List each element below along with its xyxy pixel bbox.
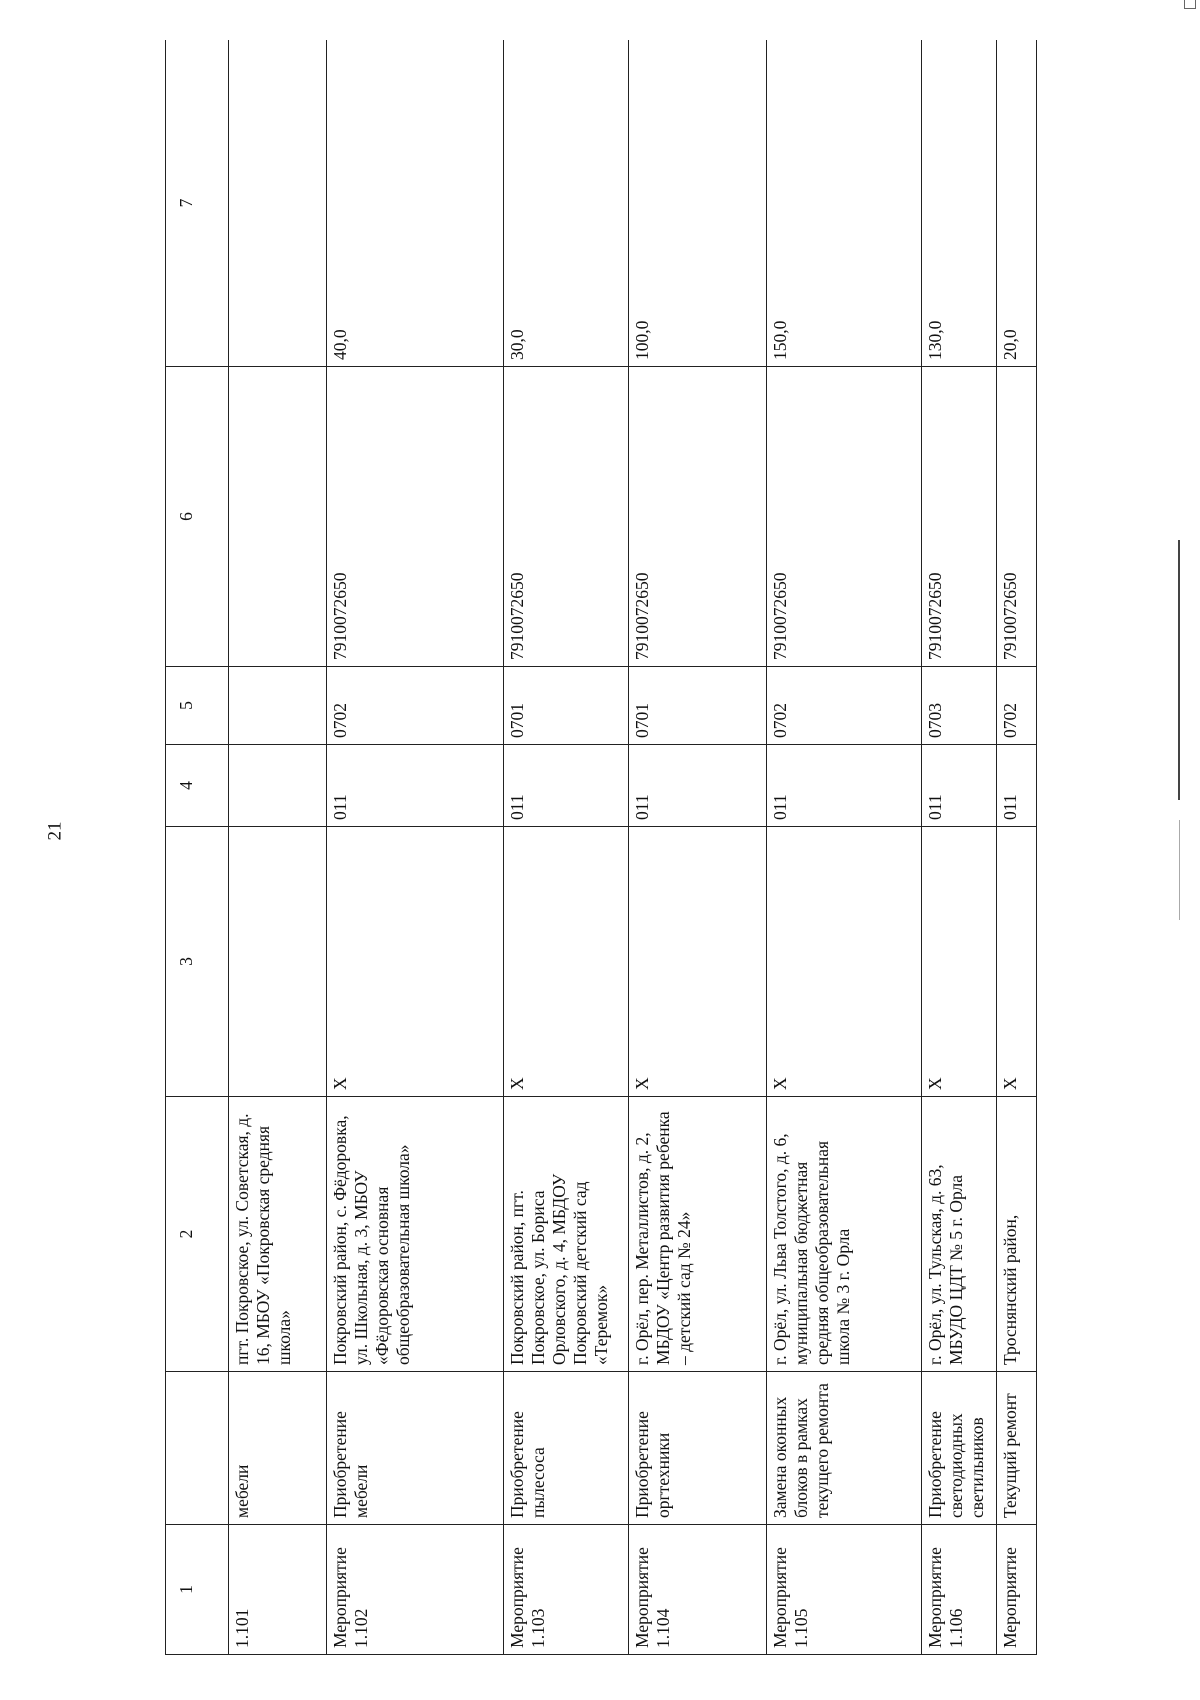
activity-address: Троснянский район, [997,1097,1037,1372]
activity-mark: X [504,827,629,1097]
activity-id: Мероприятие 1.105 [767,1525,922,1655]
activity-id: Мероприятие [997,1525,1037,1655]
table-row [997,40,1037,1655]
activity-name: Приобретение светодиодных светильников [922,1372,997,1525]
activity-code-5: 0701 [504,667,629,745]
budget-activities-table [165,40,1037,1655]
activity-name: Текущий ремонт [997,1372,1037,1525]
activity-code-4: 011 [767,745,922,827]
activity-code-6: 7910072650 [327,367,504,667]
activity-address: Покровский район, пгт. Покровское, ул. Бориса Орловского, д. 4, МБДОУ Покровский детский сад «Теремок» [504,1097,629,1372]
scan-edge-line [1178,540,1180,800]
activity-address: г. Орёл, ул. Тульская, д. 63, МБУДО ЦДТ № 5 г. Орла [922,1097,997,1372]
header-col-1: 1 [166,1525,229,1655]
table-header-row [166,40,229,1655]
header-col-5: 5 [166,667,229,745]
activity-name: мебели [229,1372,327,1525]
scan-corner-mark [1184,0,1196,9]
activity-mark: X [629,827,767,1097]
activity-id: Мероприятие 1.103 [504,1525,629,1655]
table-row [922,40,997,1655]
activity-code-6: 7910072650 [504,367,629,667]
table-row [767,40,922,1655]
activity-code-4: 011 [504,745,629,827]
activity-amount: 20,0 [997,40,1037,367]
scan-edge-line-faint [1179,820,1180,920]
activity-amount: 100,0 [629,40,767,367]
activity-code-4: 011 [922,745,997,827]
header-col-2: 2 [166,1097,229,1372]
activity-id: 1.101 [229,1525,327,1655]
header-col-3: 3 [166,827,229,1097]
activity-code-4: 011 [327,745,504,827]
page-number: 21 [44,821,66,841]
activity-code-6 [229,367,327,667]
activity-code-5: 0702 [327,667,504,745]
activity-address: пгт. Покровское, ул. Советская, д. 16, МБОУ «Покровская средняя школа» [229,1097,327,1372]
header-col-4: 4 [166,745,229,827]
activity-code-6: 7910072650 [922,367,997,667]
activity-code-4: 011 [629,745,767,827]
activity-amount: 30,0 [504,40,629,367]
activity-mark [229,827,327,1097]
activity-code-5 [229,667,327,745]
activity-address: г. Орёл, пер. Металлистов, д. 2, МБДОУ «Центр развития ребенка – детский сад № 24» [629,1097,767,1372]
activity-mark: X [327,827,504,1097]
activity-code-6: 7910072650 [997,367,1037,667]
activity-code-5: 0702 [997,667,1037,745]
activity-id: Мероприятие 1.104 [629,1525,767,1655]
activity-id: Мероприятие 1.102 [327,1525,504,1655]
activity-code-5: 0702 [767,667,922,745]
activity-address: Покровский район, с. Фёдоровка, ул. Школьная, д. 3, МБОУ «Фёдоровская основная общеобразовательная школа» [327,1097,504,1372]
activity-amount: 130,0 [922,40,997,367]
activity-address: г. Орёл, ул. Льва Толстого, д. 6, муниципальная бюджетная средняя общеобразовательная школа № 3 г. Орла [767,1097,922,1372]
budget-table-container [165,40,1075,1655]
activity-name: Приобретение оргтехники [629,1372,767,1525]
activity-amount: 150,0 [767,40,922,367]
header-col-6: 6 [166,367,229,667]
table-row [504,40,629,1655]
activity-mark: X [767,827,922,1097]
header-col-7: 7 [166,40,229,367]
header-col-name [166,1372,229,1525]
activity-code-5: 0703 [922,667,997,745]
activity-mark: X [997,827,1037,1097]
activity-amount: 40,0 [327,40,504,367]
table-row [327,40,504,1655]
activity-code-4: 011 [997,745,1037,827]
activity-id: Мероприятие 1.106 [922,1525,997,1655]
table-row [629,40,767,1655]
rotated-table-frame [165,40,1075,1655]
activity-amount [229,40,327,367]
activity-code-6: 7910072650 [629,367,767,667]
activity-mark: X [922,827,997,1097]
activity-name: Приобретение пылесоса [504,1372,629,1525]
activity-code-5: 0701 [629,667,767,745]
activity-code-6: 7910072650 [767,367,922,667]
activity-code-4 [229,745,327,827]
activity-name: Приобретение мебели [327,1372,504,1525]
table-row [229,40,327,1655]
activity-name: Замена оконных блоков в рамках текущего ремонта [767,1372,922,1525]
